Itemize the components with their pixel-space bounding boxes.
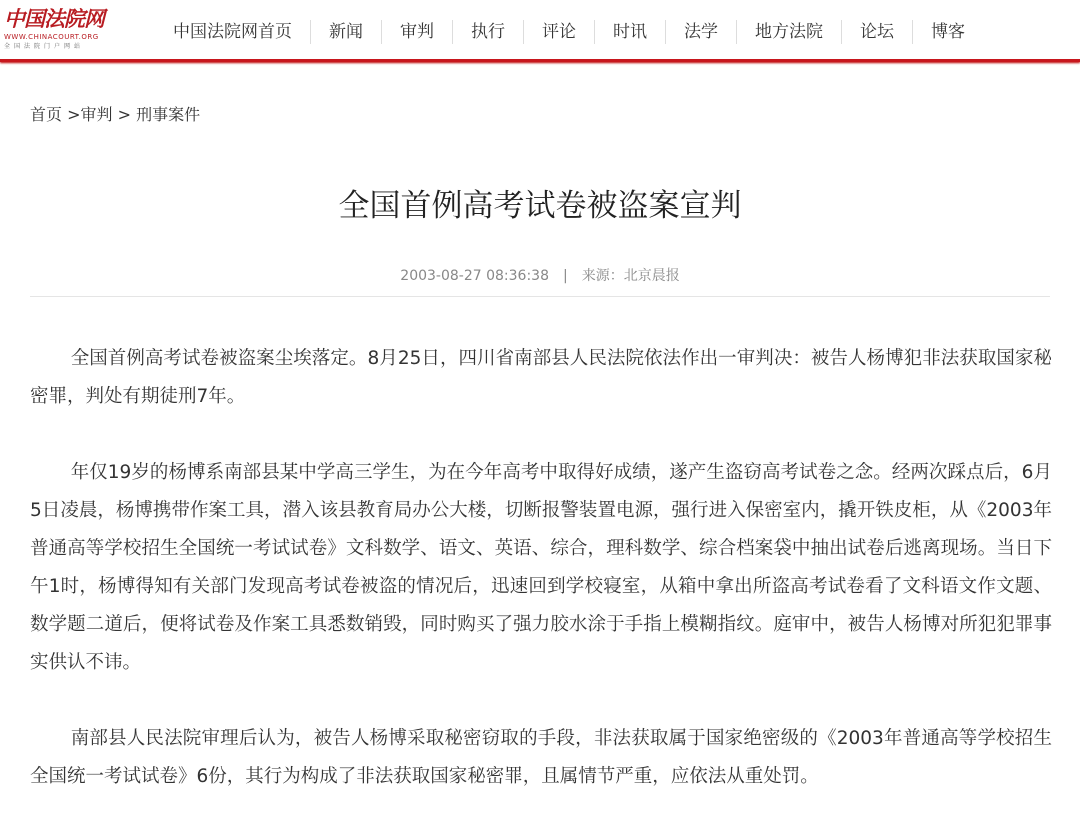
breadcrumb-category[interactable]: 刑事案件 [136,105,201,124]
nav-news[interactable]: 新闻 [310,20,381,44]
article-datetime: 2003-08-27 08:36:38 [400,268,549,284]
breadcrumb-home[interactable]: 首页 [30,105,63,124]
breadcrumb-separator: > [112,105,137,124]
article-body [30,340,1052,834]
nav-current-news[interactable]: 时讯 [594,20,665,44]
logo-url: WWW.CHINACOURT.ORG [4,33,99,41]
nav-forum[interactable]: 论坛 [841,20,912,44]
divider [30,296,1050,297]
breadcrumb [30,102,200,125]
logo-name: 中国法院网 [4,6,104,31]
article-paragraph: 年仅19岁的杨博系南部县某中学高三学生，为在今年高考中取得好成绩，遂产生盗窃高考试卷之念。经两次踩点后，6月5日凌晨，杨博携带作案工具，潜入该县教育局办公大楼，切断报警装置电源，强行进入保密室内，撬开铁皮柜，从《2003年普通高等学校招生全国统一考试试卷》文科数学、语文、英语、综合，理科数学、综合档案袋中抽出试卷后逃离现场。当日下午1时，杨博得知有关部门发现高考试卷被盗的情况后，迅速回到学校寝室，从箱中拿出所盗高考试卷看了文科语文作文题、数学题二道后，便将试卷及作案工具悉数销毁，同时购买了强力胶水涂于手指上模糊指纹。庭审中，被告人杨博对所犯犯罪事实供认不讳。 [30,462,1052,673]
article-paragraph: 全国首例高考试卷被盗案尘埃落定。8月25日，四川省南部县人民法院依法作出一审判决：被告人杨博犯非法获取国家秘密罪，判处有期徒刑7年。 [30,348,1052,407]
article-source: 来源：北京晨报 [581,268,680,284]
nav-local-courts[interactable]: 地方法院 [736,20,841,44]
article-title: 全国首例高考试卷被盗案宣判 [338,188,742,224]
breadcrumb-separator: > [62,105,81,124]
logo-tagline: 全国法院门户网站 [4,43,85,50]
nav-law-studies[interactable]: 法学 [665,20,736,44]
main-nav [155,19,983,45]
nav-blog[interactable]: 博客 [912,20,983,44]
nav-enforcement[interactable]: 执行 [452,20,523,44]
nav-commentary[interactable]: 评论 [523,20,594,44]
nav-home[interactable]: 中国法院网首页 [173,22,292,42]
breadcrumb-section[interactable]: 审判 [80,105,113,124]
nav-trial[interactable]: 审判 [381,20,452,44]
article-meta [0,265,1080,285]
site-logo[interactable] [4,6,120,56]
site-header [0,0,1080,62]
meta-separator: | [562,268,568,284]
article-paragraph: 南部县人民法院审理后认为，被告人杨博采取秘密窃取的手段，非法获取属于国家绝密级的《2003年普通高等学校招生全国统一考试试卷》6份，其行为构成了非法获取国家秘密罪，且属情节严重，应依法从重处罚。 [30,728,1052,787]
